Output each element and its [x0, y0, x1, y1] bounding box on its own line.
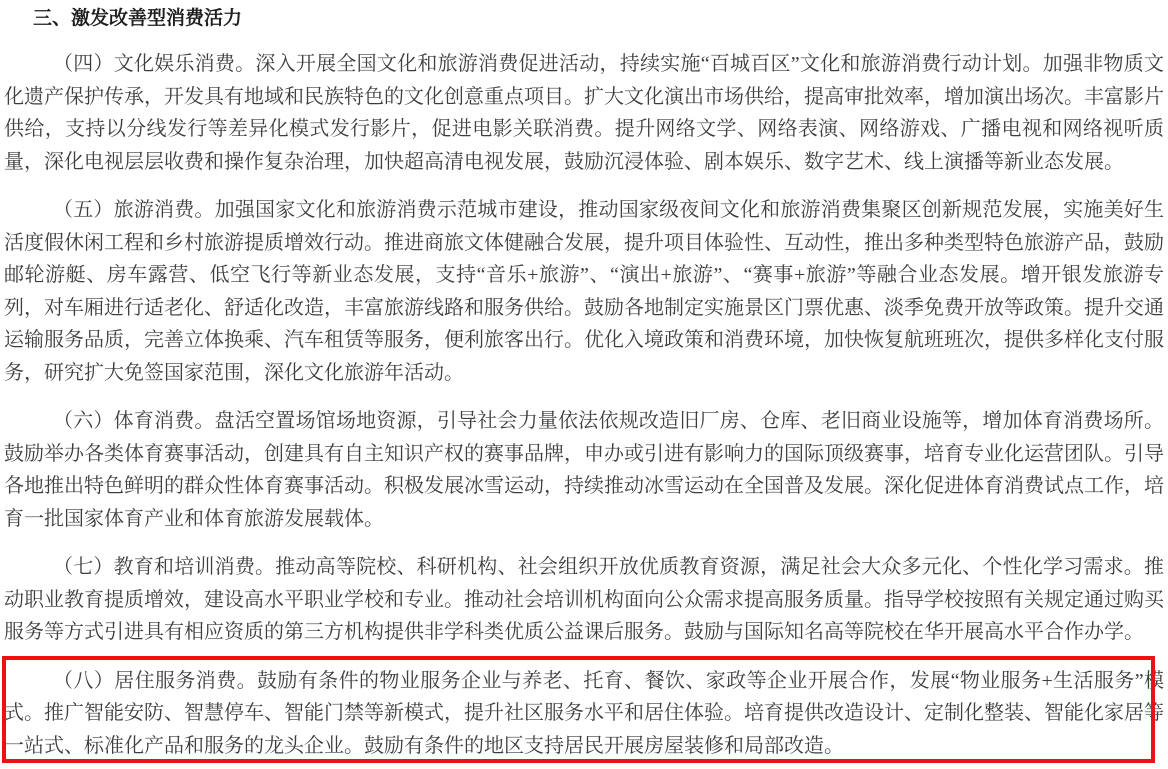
paragraph-body: 盘活空置场馆场地资源，引导社会力量依法依规改造旧厂房、仓库、老旧商业设施等，增加体育消费场所。鼓励举办各类体育赛事活动，创建具有自主知识产权的赛事品牌，申办或引进有影响力的国际顶级赛事，培育专业化运营团队。引导各地推出特色鲜明的群众性体育赛事活动。积极发展冰雪运动，持续推动冰雪运动在全国普及发展。深化促进体育消费试点工作，培育一批国家体育产业和体育旅游发展载体。 — [4, 410, 1165, 530]
paragraph-lead: （七）教育和培训消费。 — [53, 556, 276, 578]
paragraph-body: 鼓励有条件的物业服务企业与养老、托育、餐饮、家政等企业开展合作，发展“物业服务+生活服务”模式。推广智能安防、智慧停车、智能门禁等新模式，提升社区服务水平和居住体验。培育提供改造设计、定制化整装、智能化家居等一站式、标准化产品和服务的龙头企业。鼓励有条件的地区支持居民开展房屋装修和局部改造。 — [4, 669, 1164, 757]
paragraph-lead: （四）文化娱乐消费。 — [53, 53, 256, 75]
paragraph-lead: （八）居住服务消费。 — [53, 669, 257, 692]
paragraph-sports — [4, 405, 1164, 535]
paragraph-body: 深入开展全国文化和旅游消费促进活动，持续实施“百城百区”文化和旅游消费行动计划。加强非物质文化遗产保护传承，开发具有地域和民族特色的文化创意重点项目。扩大文化演出市场供给，提高审批效率，增加演出场次。丰富影片供给，支持以分线发行等差异化模式发行影片，促进电影关联消费。提升网络文学、网络表演、网络游戏、广播电视和网络视听质量，深化电视层层收费和操作复杂治理，加快超高清电视发展，鼓励沉浸体验、剧本娱乐、数字艺术、线上演播等新业态发展。 — [4, 53, 1164, 173]
paragraph-body: 加强国家文化和旅游消费示范城市建设，推动国家级夜间文化和旅游消费集聚区创新规范发展，实施美好生活度假休闲工程和乡村旅游提质增效行动。推进商旅文体健融合发展，提升项目体验性、互动性，推出多种类型特色旅游产品，鼓励邮轮游艇、房车露营、低空飞行等新业态发展，支持“音乐+旅游”、“演出+旅游”、“赛事+旅游”等融合业态发展。增开银发旅游专列，对车厢进行适老化、舒适化改造，丰富旅游线路和服务供给。鼓励各地制定实施景区门票优惠、淡季免费开放等政策。提升交通运输服务品质，完善立体换乘、汽车租赁等服务，便利旅客出行。优化入境政策和消费环境，加快恢复航班班次，提供多样化支付服务，研究扩大免签国家范围，深化文化旅游年活动。 — [4, 199, 1165, 384]
highlighted-region — [4, 665, 1164, 763]
paragraph-education-training — [4, 551, 1164, 649]
paragraph-lead: （六）体育消费。 — [53, 410, 215, 432]
paragraph-tourism — [4, 194, 1164, 389]
paragraph-body: 推动高等院校、科研机构、社会组织开放优质教育资源，满足社会大众多元化、个性化学习需求。推动职业教育提质增效，建设高水平职业学校和专业。推动社会培训机构面向公众需求提高服务质量。指导学校按照有关规定通过购买服务等方式引进具有相应资质的第三方机构提供非学科类优质公益课后服务。鼓励与国际知名高等院校在华开展高水平合作办学。 — [4, 556, 1165, 643]
paragraph-culture-entertainment — [4, 48, 1164, 178]
paragraph-lead: （五）旅游消费。 — [53, 199, 215, 221]
section-heading: 三、激发改善型消费活力 — [33, 8, 243, 29]
paragraph-residential-services — [4, 665, 1164, 763]
